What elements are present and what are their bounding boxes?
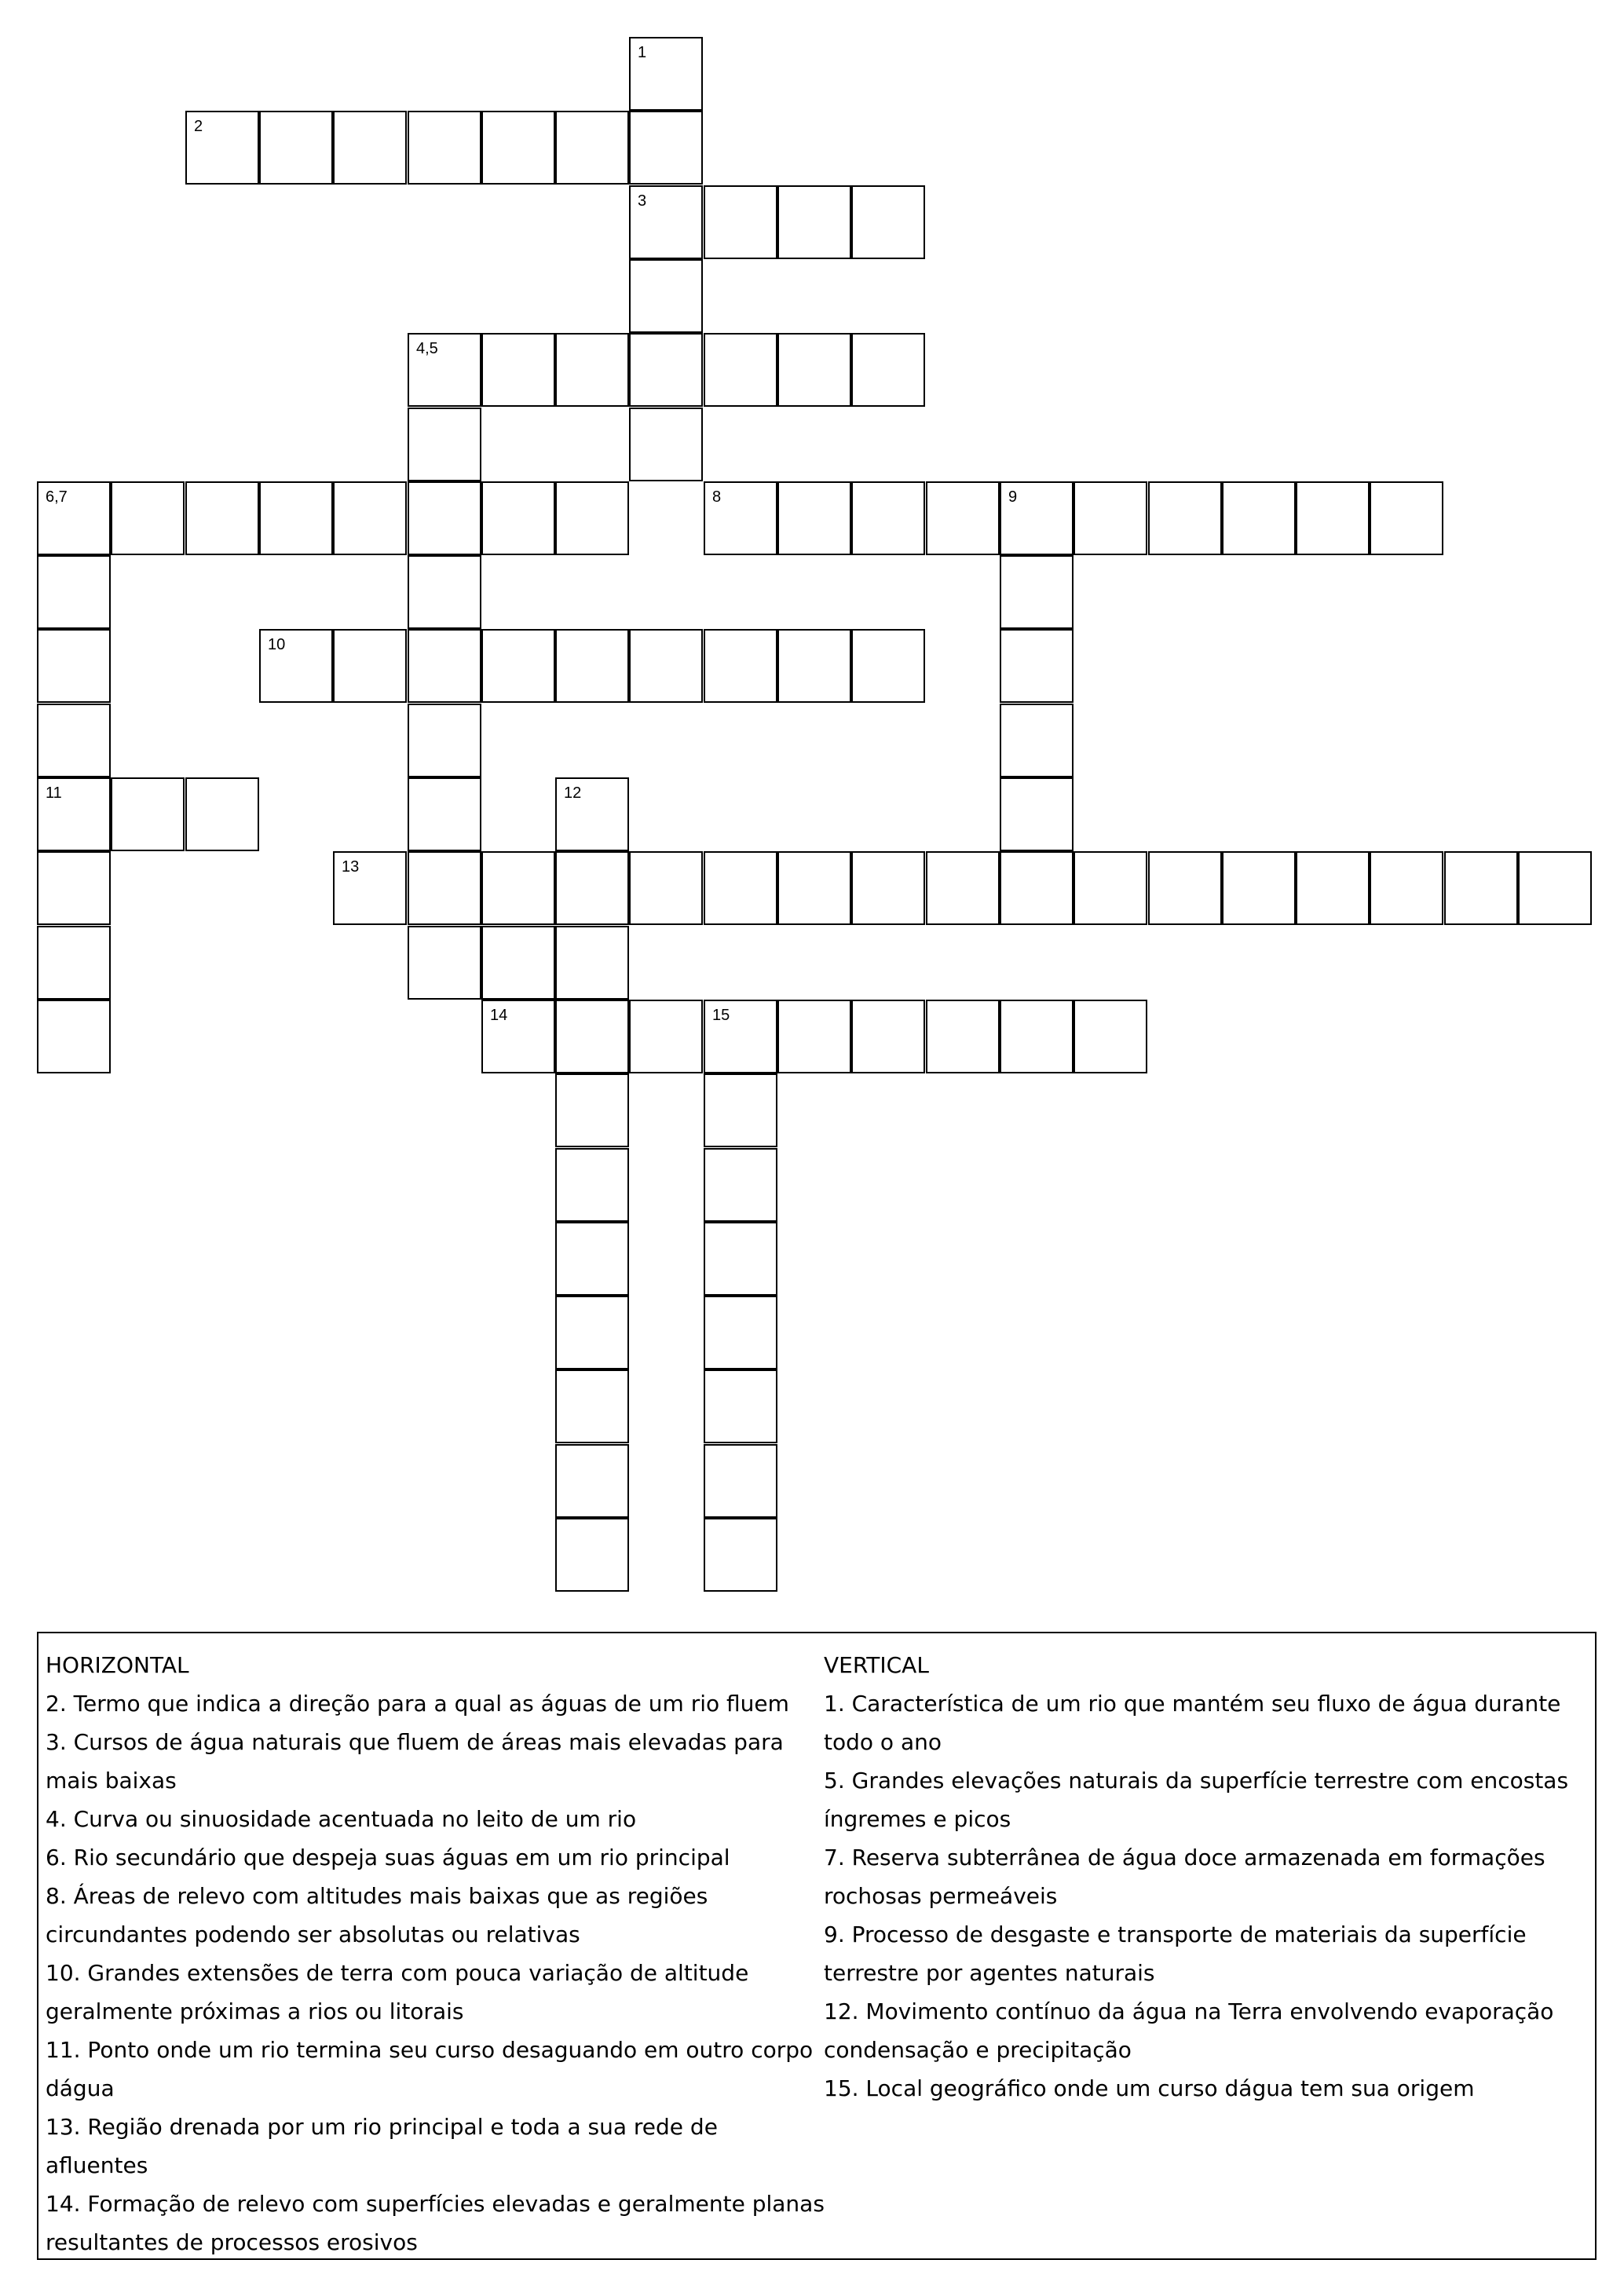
letter-input[interactable] — [483, 112, 554, 183]
grid-cell[interactable] — [629, 259, 703, 333]
letter-input[interactable] — [631, 631, 701, 701]
letter-input[interactable] — [631, 38, 701, 109]
letter-input[interactable] — [483, 483, 554, 554]
grid-cell[interactable] — [481, 926, 555, 1000]
grid-cell[interactable] — [1296, 851, 1370, 925]
letter-input[interactable] — [779, 631, 850, 701]
letter-input[interactable] — [927, 483, 998, 554]
grid-cell[interactable] — [555, 851, 629, 925]
letter-input[interactable] — [557, 1446, 627, 1516]
letter-input[interactable] — [705, 1075, 776, 1146]
letter-input[interactable] — [187, 112, 258, 183]
clue-h10: 10. Grandes extensões de terra com pouca variação de altitude geralmente próximas a rios ou litorais — [46, 1960, 749, 2024]
grid-cell[interactable] — [259, 481, 333, 555]
grid-cell[interactable] — [555, 1296, 629, 1369]
letter-input[interactable] — [1075, 853, 1146, 923]
grid-cell[interactable] — [1444, 851, 1518, 925]
clue-h4: 4. Curva ou sinuosidade acentuada no leito de um rio — [46, 1806, 637, 1832]
letter-input[interactable] — [409, 853, 480, 923]
clue-number: 9 — [1008, 488, 1018, 506]
grid-cell[interactable] — [185, 111, 259, 185]
letter-input[interactable] — [705, 1371, 776, 1442]
letter-input[interactable] — [1297, 853, 1368, 923]
letter-input[interactable] — [557, 1150, 627, 1220]
letter-input[interactable] — [261, 483, 331, 554]
letter-input[interactable] — [38, 779, 109, 850]
letter-input[interactable] — [409, 557, 480, 627]
grid-cell[interactable] — [481, 851, 555, 925]
grid-cell[interactable] — [555, 1369, 629, 1443]
letter-input[interactable] — [483, 927, 554, 998]
grid-cell[interactable] — [851, 481, 925, 555]
letter-input[interactable] — [705, 1446, 776, 1516]
clue-number: 11 — [46, 784, 62, 802]
grid-cell[interactable] — [1370, 481, 1443, 555]
letter-input[interactable] — [557, 1001, 627, 1072]
clue-h13: 13. Região drenada por um rio principal e toda a sua rede de afluentes — [46, 2114, 718, 2178]
letter-input[interactable] — [557, 1223, 627, 1294]
letter-input[interactable] — [187, 483, 258, 554]
letter-input[interactable] — [409, 779, 480, 850]
letter-input[interactable] — [631, 853, 701, 923]
letter-input[interactable] — [38, 705, 109, 776]
letter-input[interactable] — [557, 631, 627, 701]
letter-input[interactable] — [38, 927, 109, 998]
clue-v12: 12. Movimento contínuo da água na Terra envolvendo evaporação condensação e precipitação — [824, 1998, 1554, 2063]
letter-input[interactable] — [705, 1297, 776, 1368]
letter-input[interactable] — [335, 853, 405, 923]
grid-cell[interactable] — [629, 37, 703, 111]
grid-cell[interactable] — [1370, 851, 1443, 925]
clue-number: 1 — [638, 44, 647, 61]
letter-input[interactable] — [557, 779, 627, 850]
letter-input[interactable] — [705, 1519, 776, 1590]
letter-input[interactable] — [261, 631, 331, 701]
letter-input[interactable] — [112, 779, 183, 850]
letter-input[interactable] — [779, 483, 850, 554]
clue-v15: 15. Local geográfico onde um curso dágua tem sua origem — [824, 2075, 1475, 2101]
grid-cell[interactable] — [1222, 481, 1296, 555]
letter-input[interactable] — [557, 335, 627, 405]
grid-cell[interactable] — [37, 1000, 111, 1073]
letter-input[interactable] — [409, 409, 480, 480]
grid-cell[interactable] — [777, 481, 851, 555]
grid-cell[interactable] — [408, 481, 481, 555]
letter-input[interactable] — [1001, 1001, 1072, 1072]
horizontal-title: HORIZONTAL — [46, 1652, 189, 1678]
letter-input[interactable] — [927, 853, 998, 923]
letter-input[interactable] — [705, 631, 776, 701]
grid-cell[interactable] — [851, 629, 925, 703]
grid-cell[interactable] — [704, 1444, 777, 1518]
clue-number: 10 — [268, 636, 286, 653]
grid-cell[interactable] — [851, 1000, 925, 1073]
letter-input[interactable] — [853, 187, 924, 258]
horizontal-clues — [46, 1646, 827, 2262]
letter-input[interactable] — [631, 261, 701, 331]
letter-input[interactable] — [409, 335, 480, 405]
letter-input[interactable] — [1520, 853, 1590, 923]
clue-number: 12 — [564, 784, 582, 802]
grid-cell[interactable] — [704, 1518, 777, 1592]
grid-cell[interactable] — [333, 481, 407, 555]
grid-cell[interactable] — [37, 926, 111, 1000]
clue-h11: 11. Ponto onde um rio termina seu curso desaguando em outro corpo dágua — [46, 2037, 814, 2101]
grid-cell[interactable] — [408, 111, 481, 185]
grid-cell[interactable] — [777, 333, 851, 407]
letter-input[interactable] — [38, 1001, 109, 1072]
grid-cell[interactable] — [629, 629, 703, 703]
grid-cell[interactable] — [1148, 481, 1222, 555]
grid-cell[interactable] — [481, 111, 555, 185]
grid-cell[interactable] — [1518, 851, 1592, 925]
clue-v1: 1. Característica de um rio que mantém seu fluxo de água durante todo o ano — [824, 1691, 1561, 1755]
grid-cell[interactable] — [1296, 481, 1370, 555]
grid-cell[interactable] — [1000, 555, 1074, 629]
grid-cell[interactable] — [555, 1444, 629, 1518]
letter-input[interactable] — [557, 112, 627, 183]
clue-h6: 6. Rio secundário que despeja suas águas em um rio principal — [46, 1845, 730, 1870]
letter-input[interactable] — [631, 409, 701, 480]
letter-input[interactable] — [112, 483, 183, 554]
grid-cell[interactable] — [37, 777, 111, 851]
letter-input[interactable] — [557, 927, 627, 998]
clue-h3: 3. Cursos de água naturais que fluem de áreas mais elevadas para mais baixas — [46, 1729, 784, 1794]
letter-input[interactable] — [187, 779, 258, 850]
grid-cell[interactable] — [704, 1296, 777, 1369]
grid-cell[interactable] — [481, 481, 555, 555]
grid-cell[interactable] — [408, 777, 481, 851]
grid-cell[interactable] — [704, 185, 777, 259]
grid-cell[interactable] — [704, 1000, 777, 1073]
grid-cell[interactable] — [704, 333, 777, 407]
grid-cell[interactable] — [1074, 851, 1147, 925]
letter-input[interactable] — [1223, 483, 1294, 554]
grid-cell[interactable] — [1000, 704, 1074, 777]
letter-input[interactable] — [631, 1001, 701, 1072]
letter-input[interactable] — [853, 853, 924, 923]
vertical-clues — [824, 1646, 1586, 2108]
letter-input[interactable] — [1001, 779, 1072, 850]
grid-cell[interactable] — [629, 111, 703, 185]
clue-number: 8 — [712, 488, 722, 506]
clue-v5: 5. Grandes elevações naturais da superfície terrestre com encostas íngremes e picos — [824, 1768, 1569, 1832]
grid-cell[interactable] — [704, 851, 777, 925]
grid-cell[interactable] — [555, 1000, 629, 1073]
grid-cell[interactable] — [851, 185, 925, 259]
letter-input[interactable] — [335, 112, 405, 183]
grid-cell[interactable] — [555, 481, 629, 555]
letter-input[interactable] — [483, 631, 554, 701]
letter-input[interactable] — [1150, 853, 1220, 923]
grid-cell[interactable] — [1074, 481, 1147, 555]
grid-cell[interactable] — [37, 629, 111, 703]
grid-cell[interactable] — [555, 1518, 629, 1592]
grid-cell[interactable] — [333, 111, 407, 185]
grid-cell[interactable] — [555, 111, 629, 185]
letter-input[interactable] — [1001, 483, 1072, 554]
letter-input[interactable] — [557, 1075, 627, 1146]
letter-input[interactable] — [779, 1001, 850, 1072]
letter-input[interactable] — [557, 1371, 627, 1442]
grid-cell[interactable] — [777, 851, 851, 925]
grid-cell[interactable] — [926, 851, 1000, 925]
grid-cell[interactable] — [926, 481, 1000, 555]
letter-input[interactable] — [483, 853, 554, 923]
letter-input[interactable] — [483, 1001, 554, 1072]
letter-input[interactable] — [853, 483, 924, 554]
grid-cell[interactable] — [37, 481, 111, 555]
grid-cell[interactable] — [629, 851, 703, 925]
grid-cell[interactable] — [111, 777, 185, 851]
letter-input[interactable] — [1001, 557, 1072, 627]
letter-input[interactable] — [705, 187, 776, 258]
clue-h2: 2. Termo que indica a direção para a qual as águas de um rio fluem — [46, 1691, 789, 1717]
clue-number: 14 — [490, 1007, 508, 1024]
letter-input[interactable] — [335, 483, 405, 554]
grid-cell[interactable] — [481, 1000, 555, 1073]
letter-input[interactable] — [1075, 483, 1146, 554]
letter-input[interactable] — [705, 853, 776, 923]
grid-cell[interactable] — [37, 851, 111, 925]
letter-input[interactable] — [557, 1297, 627, 1368]
grid-cell[interactable] — [555, 1148, 629, 1222]
grid-cell[interactable] — [629, 1000, 703, 1073]
grid-cell[interactable] — [37, 555, 111, 629]
letter-input[interactable] — [853, 1001, 924, 1072]
letter-input[interactable] — [705, 1001, 776, 1072]
grid-cell[interactable] — [1074, 1000, 1147, 1073]
letter-input[interactable] — [409, 705, 480, 776]
letter-input[interactable] — [1223, 853, 1294, 923]
grid-cell[interactable] — [333, 851, 407, 925]
letter-input[interactable] — [1371, 853, 1442, 923]
letter-input[interactable] — [1297, 483, 1368, 554]
letter-input[interactable] — [409, 112, 480, 183]
letter-input[interactable] — [1075, 1001, 1146, 1072]
grid-cell[interactable] — [704, 1148, 777, 1222]
letter-input[interactable] — [38, 853, 109, 923]
letter-input[interactable] — [409, 631, 480, 701]
grid-cell[interactable] — [1000, 851, 1074, 925]
letter-input[interactable] — [853, 631, 924, 701]
grid-cell[interactable] — [851, 333, 925, 407]
clue-v9: 9. Processo de desgaste e transporte de materiais da superfície terrestre por agentes naturais — [824, 1922, 1527, 1986]
grid-cell[interactable] — [408, 408, 481, 481]
grid-cell[interactable] — [777, 1000, 851, 1073]
grid-cell[interactable] — [1222, 851, 1296, 925]
clue-number: 2 — [194, 118, 203, 135]
grid-cell[interactable] — [629, 408, 703, 481]
grid-cell[interactable] — [259, 111, 333, 185]
clue-v7: 7. Reserva subterrânea de água doce armazenada em formações rochosas permeáveis — [824, 1845, 1545, 1909]
grid-cell[interactable] — [555, 333, 629, 407]
letter-input[interactable] — [557, 1519, 627, 1590]
letter-input[interactable] — [927, 1001, 998, 1072]
grid-cell[interactable] — [1000, 481, 1074, 555]
letter-input[interactable] — [335, 631, 405, 701]
letter-input[interactable] — [1446, 853, 1516, 923]
grid-cell[interactable] — [1000, 629, 1074, 703]
clues-box — [37, 1632, 1597, 2260]
grid-cell[interactable] — [851, 851, 925, 925]
letter-input[interactable] — [409, 483, 480, 554]
grid-cell[interactable] — [408, 704, 481, 777]
grid-cell[interactable] — [259, 629, 333, 703]
grid-cell[interactable] — [37, 704, 111, 777]
grid-cell[interactable] — [704, 1369, 777, 1443]
clue-number: 13 — [342, 858, 360, 876]
letter-input[interactable] — [557, 483, 627, 554]
grid-cell[interactable] — [408, 555, 481, 629]
grid-cell[interactable] — [629, 333, 703, 407]
grid-cell[interactable] — [555, 926, 629, 1000]
letter-input[interactable] — [631, 335, 701, 405]
grid-cell[interactable] — [1000, 1000, 1074, 1073]
letter-input[interactable] — [38, 631, 109, 701]
letter-input[interactable] — [38, 483, 109, 554]
grid-cell[interactable] — [555, 1073, 629, 1147]
letter-input[interactable] — [705, 335, 776, 405]
grid-cell[interactable] — [555, 1222, 629, 1296]
letter-input[interactable] — [1001, 853, 1072, 923]
grid-cell[interactable] — [926, 1000, 1000, 1073]
letter-input[interactable] — [631, 187, 701, 258]
letter-input[interactable] — [853, 335, 924, 405]
grid-cell[interactable] — [555, 777, 629, 851]
grid-cell[interactable] — [555, 629, 629, 703]
letter-input[interactable] — [705, 1150, 776, 1220]
grid-cell[interactable] — [408, 333, 481, 407]
letter-input[interactable] — [1150, 483, 1220, 554]
letter-input[interactable] — [261, 112, 331, 183]
grid-cell[interactable] — [408, 629, 481, 703]
grid-cell[interactable] — [704, 1222, 777, 1296]
clue-number: 6,7 — [46, 488, 68, 506]
grid-cell[interactable] — [1148, 851, 1222, 925]
grid-cell[interactable] — [185, 481, 259, 555]
grid-cell[interactable] — [1000, 777, 1074, 851]
letter-input[interactable] — [1001, 705, 1072, 776]
letter-input[interactable] — [779, 335, 850, 405]
grid-cell[interactable] — [777, 629, 851, 703]
clue-h8: 8. Áreas de relevo com altitudes mais baixas que as regiões circundantes podendo ser absolutas ou relativas — [46, 1883, 708, 1947]
grid-cell[interactable] — [408, 851, 481, 925]
letter-input[interactable] — [1001, 631, 1072, 701]
grid-cell[interactable] — [777, 185, 851, 259]
grid-cell[interactable] — [481, 629, 555, 703]
letter-input[interactable] — [557, 853, 627, 923]
letter-input[interactable] — [779, 853, 850, 923]
grid-cell[interactable] — [111, 481, 185, 555]
letter-input[interactable] — [705, 1223, 776, 1294]
grid-cell[interactable] — [704, 629, 777, 703]
grid-cell[interactable] — [481, 333, 555, 407]
grid-cell[interactable] — [333, 629, 407, 703]
clue-number: 3 — [638, 192, 647, 210]
clue-number: 15 — [712, 1007, 730, 1024]
grid-cell[interactable] — [704, 1073, 777, 1147]
grid-cell[interactable] — [629, 185, 703, 259]
letter-input[interactable] — [705, 483, 776, 554]
letter-input[interactable] — [483, 335, 554, 405]
letter-input[interactable] — [38, 557, 109, 627]
grid-cell[interactable] — [185, 777, 259, 851]
grid-cell[interactable] — [704, 481, 777, 555]
grid-cell[interactable] — [408, 926, 481, 1000]
clue-number: 4,5 — [416, 340, 438, 357]
clue-h14: 14. Formação de relevo com superfícies elevadas e geralmente planas resultantes de processos erosivos — [46, 2191, 825, 2255]
letter-input[interactable] — [779, 187, 850, 258]
letter-input[interactable] — [409, 927, 480, 998]
letter-input[interactable] — [631, 112, 701, 183]
vertical-title: VERTICAL — [824, 1652, 929, 1678]
letter-input[interactable] — [1371, 483, 1442, 554]
